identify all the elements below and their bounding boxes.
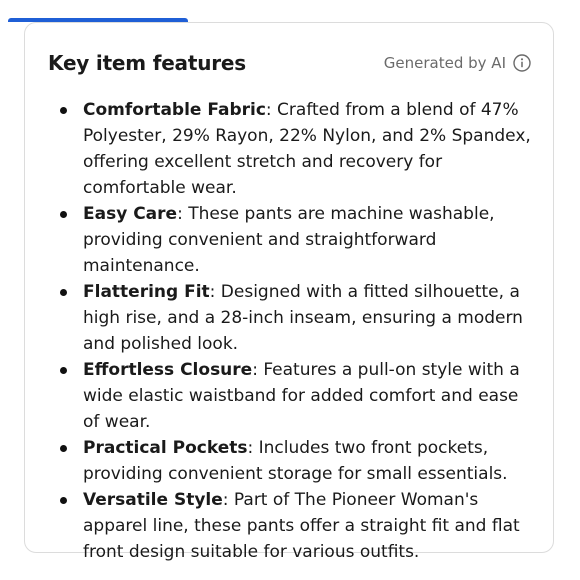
- feature-list: [49, 97, 539, 565]
- generated-by-ai-note: [384, 54, 531, 72]
- bullet-icon: [60, 445, 67, 452]
- feature-item: [49, 487, 539, 565]
- feature-name: Easy Care: [83, 204, 178, 224]
- bullet-icon: [60, 289, 67, 296]
- feature-description: : Part of The Pioneer Woman's apparel line, these pants offer a straight fit and flat front design suitable for various outfits.: [83, 490, 520, 562]
- info-icon[interactable]: [513, 54, 531, 72]
- feature-item: [49, 201, 539, 279]
- card-header: [48, 49, 531, 77]
- feature-description: : Features a pull-on style with a wide elastic waistband for added comfort and ease of wear.: [83, 360, 520, 432]
- section-title: Key item features: [48, 51, 246, 75]
- feature-name: Flattering Fit: [83, 282, 210, 302]
- feature-description: : Crafted from a blend of 47% Polyester, 29% Rayon, 22% Nylon, and 2% Spandex, offering excellent stretch and recovery for comfortable wear.: [83, 100, 531, 198]
- feature-item: [49, 357, 539, 435]
- bullet-icon: [60, 107, 67, 114]
- feature-description: : These pants are machine washable, providing convenient and straightforward maintenance.: [83, 204, 495, 276]
- bullet-icon: [60, 367, 67, 374]
- feature-name: Versatile Style: [83, 490, 223, 510]
- feature-item: [49, 97, 539, 201]
- feature-item: [49, 435, 539, 487]
- feature-name: Practical Pockets: [83, 438, 248, 458]
- feature-description: : Designed with a fitted silhouette, a high rise, and a 28-inch inseam, ensuring a modern and polished look.: [83, 282, 523, 354]
- bullet-icon: [60, 497, 67, 504]
- generated-by-ai-label: Generated by AI: [383, 54, 506, 72]
- feature-name: Effortless Closure: [83, 360, 253, 380]
- feature-item: [49, 279, 539, 357]
- feature-name: Comfortable Fabric: [83, 100, 266, 120]
- feature-description: : Includes two front pockets, providing convenient storage for small essentials.: [83, 438, 508, 484]
- bullet-icon: [60, 211, 67, 218]
- key-features-card: [24, 22, 554, 562]
